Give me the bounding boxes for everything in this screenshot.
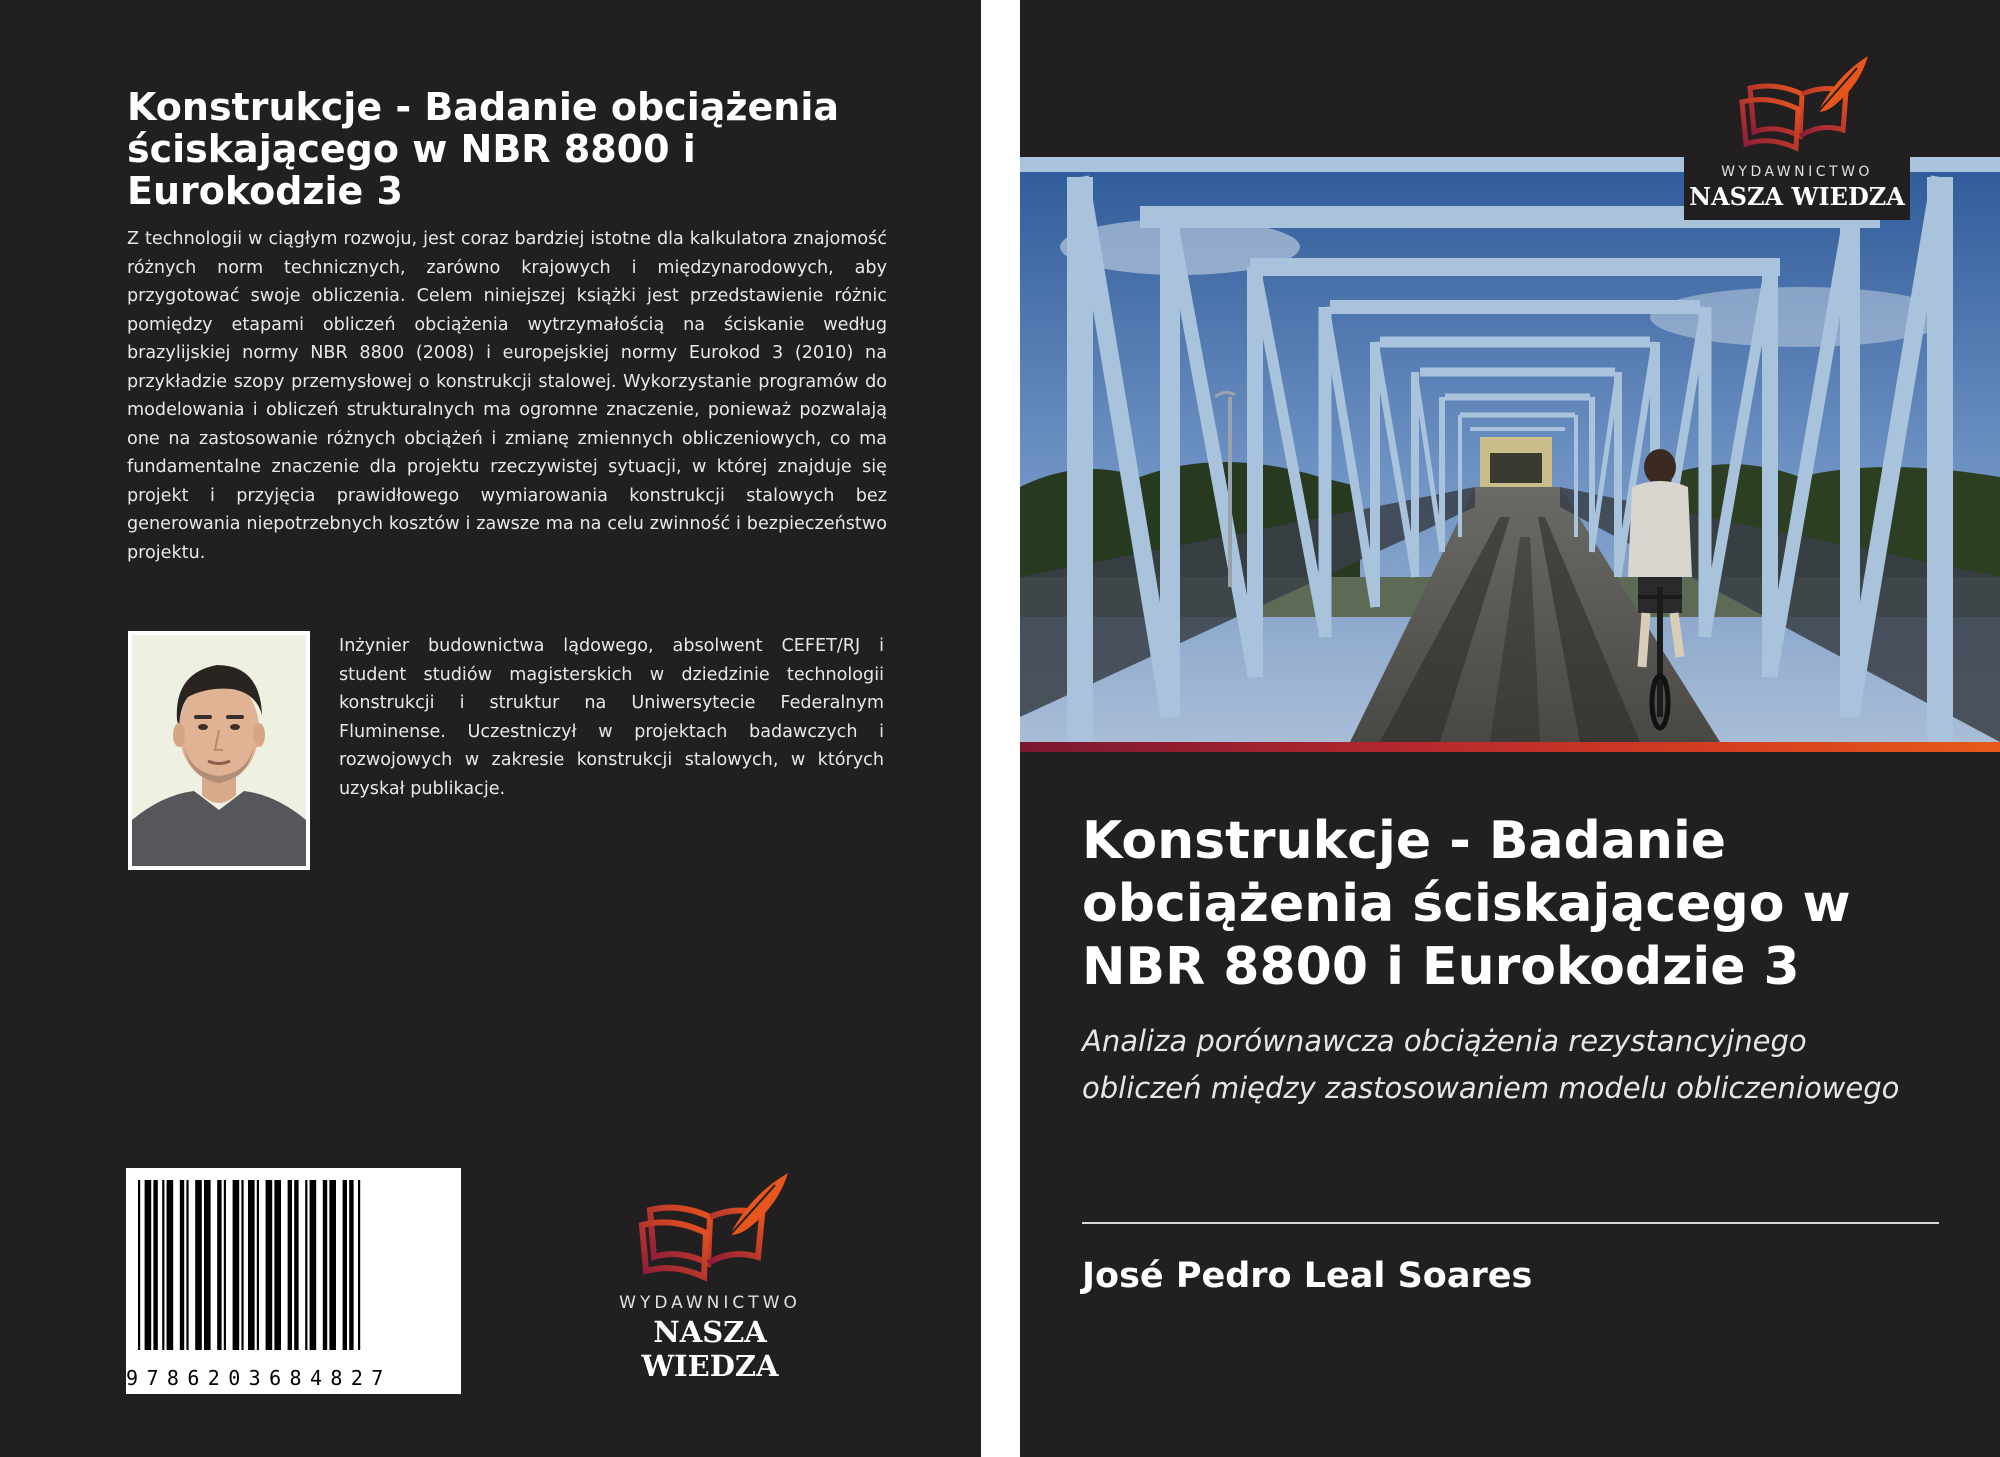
barcode-bars: [126, 1168, 461, 1368]
author-photo: [128, 631, 310, 870]
accent-stripe: [1020, 742, 2000, 752]
barcode-bar: [288, 1180, 292, 1350]
publisher-name-small: WYDAWNICTWO: [1721, 164, 1873, 180]
publisher-name-large: NASZA WIEDZA: [1689, 182, 1905, 211]
book-and-quill-icon: [1684, 50, 1910, 160]
barcode-bar: [195, 1180, 202, 1350]
back-cover-title: Konstrukcje - Badanie obciążenia ściskającego w NBR 8800 i Eurokodzie 3: [127, 85, 839, 213]
barcode-bar: [167, 1180, 174, 1350]
barcode-bar: [358, 1180, 360, 1350]
barcode-bar: [349, 1180, 353, 1350]
back-cover: [0, 0, 981, 1457]
barcode-bar: [257, 1180, 259, 1350]
cover-photo: [1020, 157, 2000, 742]
barcode-bar: [217, 1180, 221, 1350]
barcode-bar: [305, 1180, 307, 1350]
barcode-bar: [274, 1180, 281, 1350]
publisher-name-small: WYDAWNICTWO: [619, 1293, 801, 1313]
author-portrait-image: [132, 635, 306, 866]
isbn-barcode: [126, 1168, 461, 1394]
barcode-number: 9786203684827: [126, 1366, 392, 1390]
barcode-bar: [153, 1180, 157, 1350]
barcode-bar: [204, 1180, 211, 1350]
front-cover: [1020, 0, 2000, 1457]
barcode-bar: [323, 1180, 327, 1350]
barcode-bar: [266, 1180, 273, 1350]
divider-line: [1082, 1222, 1939, 1224]
barcode-bar: [186, 1180, 188, 1350]
barcode-bar: [329, 1180, 336, 1350]
barcode-bar: [180, 1180, 184, 1350]
barcode-bar: [145, 1180, 152, 1350]
publisher-logo-front: [1684, 50, 1910, 220]
barcode-bar: [310, 1180, 317, 1350]
barcode-bar: [138, 1180, 140, 1350]
barcode-bar: [162, 1180, 164, 1350]
barcode-bar: [343, 1180, 347, 1350]
barcode-bar: [294, 1180, 298, 1350]
front-cover-author: José Pedro Leal Soares: [1082, 1256, 1533, 1296]
publisher-logo-back: [580, 1165, 840, 1383]
barcode-bar: [233, 1180, 240, 1350]
front-cover-title: Konstrukcje - Badanie obciążenia ściskającego w NBR 8800 i Eurokodzie 3: [1082, 811, 1851, 997]
publisher-name-large: NASZA WIEDZA: [641, 1315, 779, 1383]
barcode-bar: [224, 1180, 226, 1350]
back-cover-blurb: Z technologii w ciągłym rozwoju, jest coraz bardziej istotne dla kalkulatora znajomość różnych norm technicznych, zarówno krajowych i międzynarodowych, aby przygotować swoje obliczenia. Celem niniejszej książki jest przedstawienie różnic pomiędzy etapami obliczeń obciążenia wytrzymałością na ściskanie według brazylijskiej normy NBR 8800 (2008) i europejskiej normy Eurokod 3 (2010) na przykładzie szopy przemysłowej o konstrukcji stalowej. Wykorzystanie programów do modelowania i obliczeń strukturalnych ma ogromne znaczenie, ponieważ pozwalają one na zastosowanie różnych obciążeń i zmianę zmiennych obliczeniowych, co ma fundamentalne znaczenie dla projektu rzeczywistej sytuacji, w której znajduje się projekt i przyjęcia prawidłowego wymiarowania konstrukcji stalowych bez generowania niepotrzebnych kosztów i zawsze ma na celu zwinność i bezpieczeństwo projektu.: [127, 229, 887, 563]
author-bio: Inżynier budownictwa lądowego, absolwent CEFET/RJ i student studiów magisterskich w dziedzinie technologii konstrukcji i struktur na Uniwersytecie Federalnym Fluminense. Uczestniczył w projektach badawczych i rozwojowych w zakresie konstrukcji stalowych, w których uzyskał publikacje.: [339, 636, 884, 799]
barcode-bar: [241, 1180, 243, 1350]
front-cover-subtitle: Analiza porównawcza obciążenia rezystancyjnego obliczeń między zastosowaniem modelu obliczeniowego: [1082, 1024, 1900, 1105]
barcode-bar: [248, 1180, 255, 1350]
pedestrian-bridge-photo: [1020, 157, 2000, 742]
book-and-quill-icon: [580, 1165, 840, 1285]
